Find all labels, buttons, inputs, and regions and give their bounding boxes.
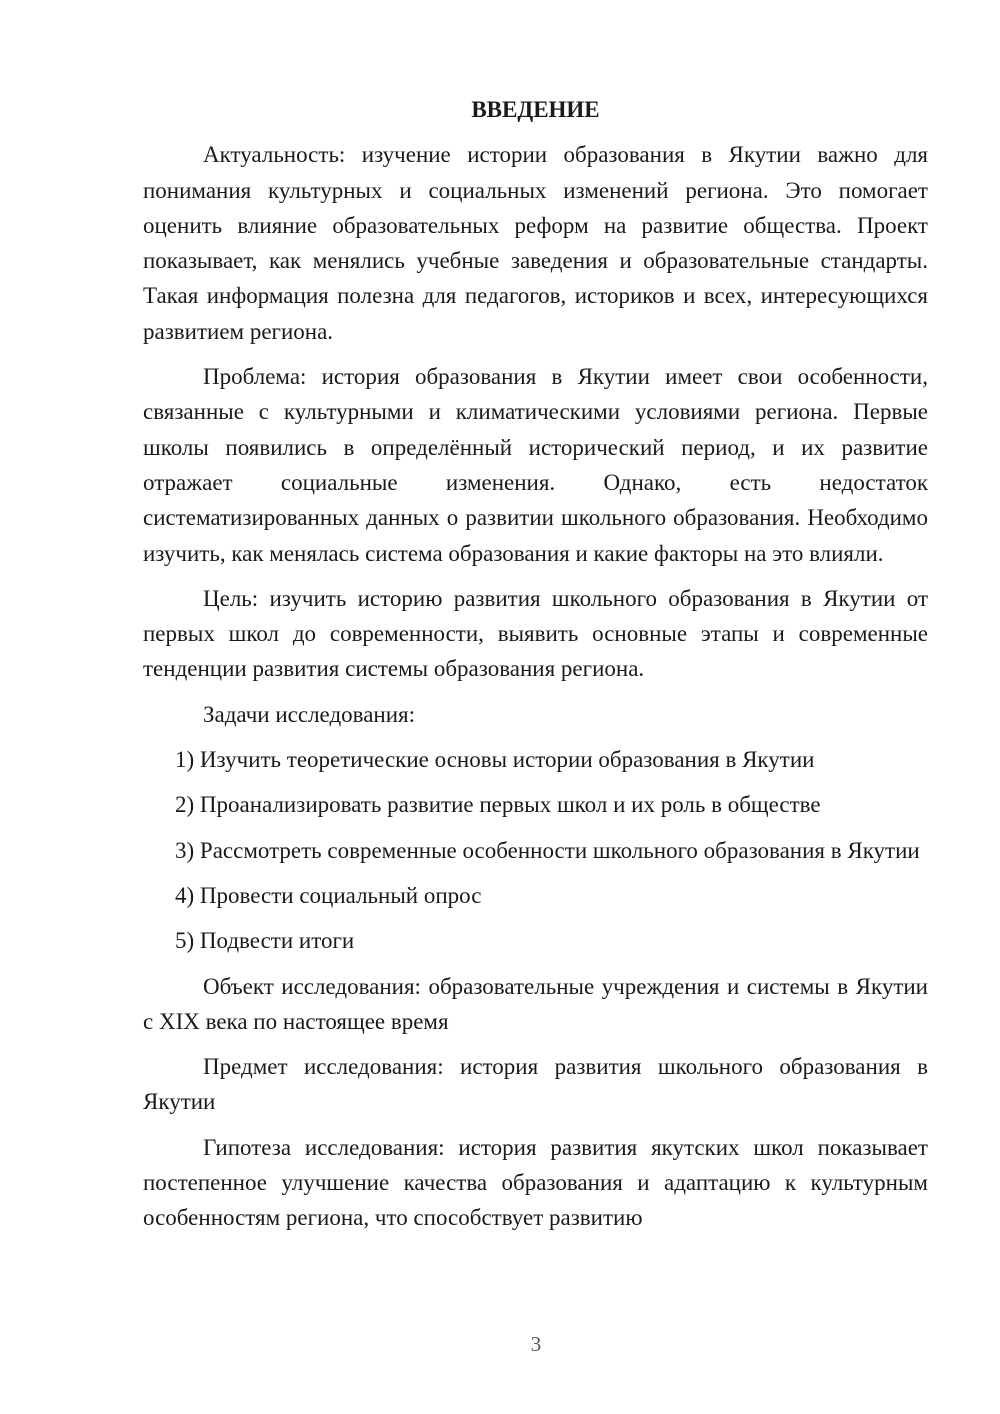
task-item-5: 5) Подвести итоги <box>175 928 355 954</box>
paragraph-goal: Цель: изучить историю развития школьного образования в Якутии от первых школ до современности, выявить основные этапы и современные тенденции развития системы образования региона. <box>143 585 928 682</box>
section-title: ВВЕДЕНИЕ <box>471 97 600 122</box>
paragraph-object: Объект исследования: образовательные учреждения и системы в Якутии с XIX века по настоящее время <box>143 973 928 1034</box>
paragraph-relevance: Актуальность: изучение истории образования в Якутии важно для понимания культурных и социальных изменений региона. Это помогает оценить влияние образовательных реформ на развитие общества. Проект показывает, как менялись учебные заведения и образовательные стандарты. Такая информация полезна для педагогов, историков и всех, интересующихся развитием региона. <box>143 142 928 344</box>
task-item-4: 4) Провести социальный опрос <box>175 882 482 908</box>
paragraph-tasks-heading: Задачи исследования: <box>203 701 416 727</box>
paragraph-subject: Предмет исследования: история развития школьного образования в Якутии <box>143 1054 928 1115</box>
task-item-1: 1) Изучить теоретические основы истории образования в Якутии <box>175 747 815 773</box>
paragraph-problem: Проблема: история образования в Якутии имеет свои особенности, связанные с культурными и климатическими условиями региона. Первые школы появились в определённый исторический период, и их развитие отражает социальные изменения. Однако, есть недостаток систематизированных данных о развитии школьного образования. Необходимо изучить, как менялась система образования и какие факторы на это влияли. <box>143 364 928 566</box>
task-item-3: 3) Рассмотреть современные особенности школьного образования в Якутии <box>175 837 920 863</box>
page-number: 3 <box>530 1332 542 1356</box>
document-body <box>143 92 928 1246</box>
task-item-2: 2) Проанализировать развитие первых школ и их роль в обществе <box>175 792 821 818</box>
paragraph-hypothesis: Гипотеза исследования: история развития якутских школ показывает постепенное улучшение качества образования и адаптацию к культурным особенностям региона, что способствует развитию <box>143 1134 928 1231</box>
